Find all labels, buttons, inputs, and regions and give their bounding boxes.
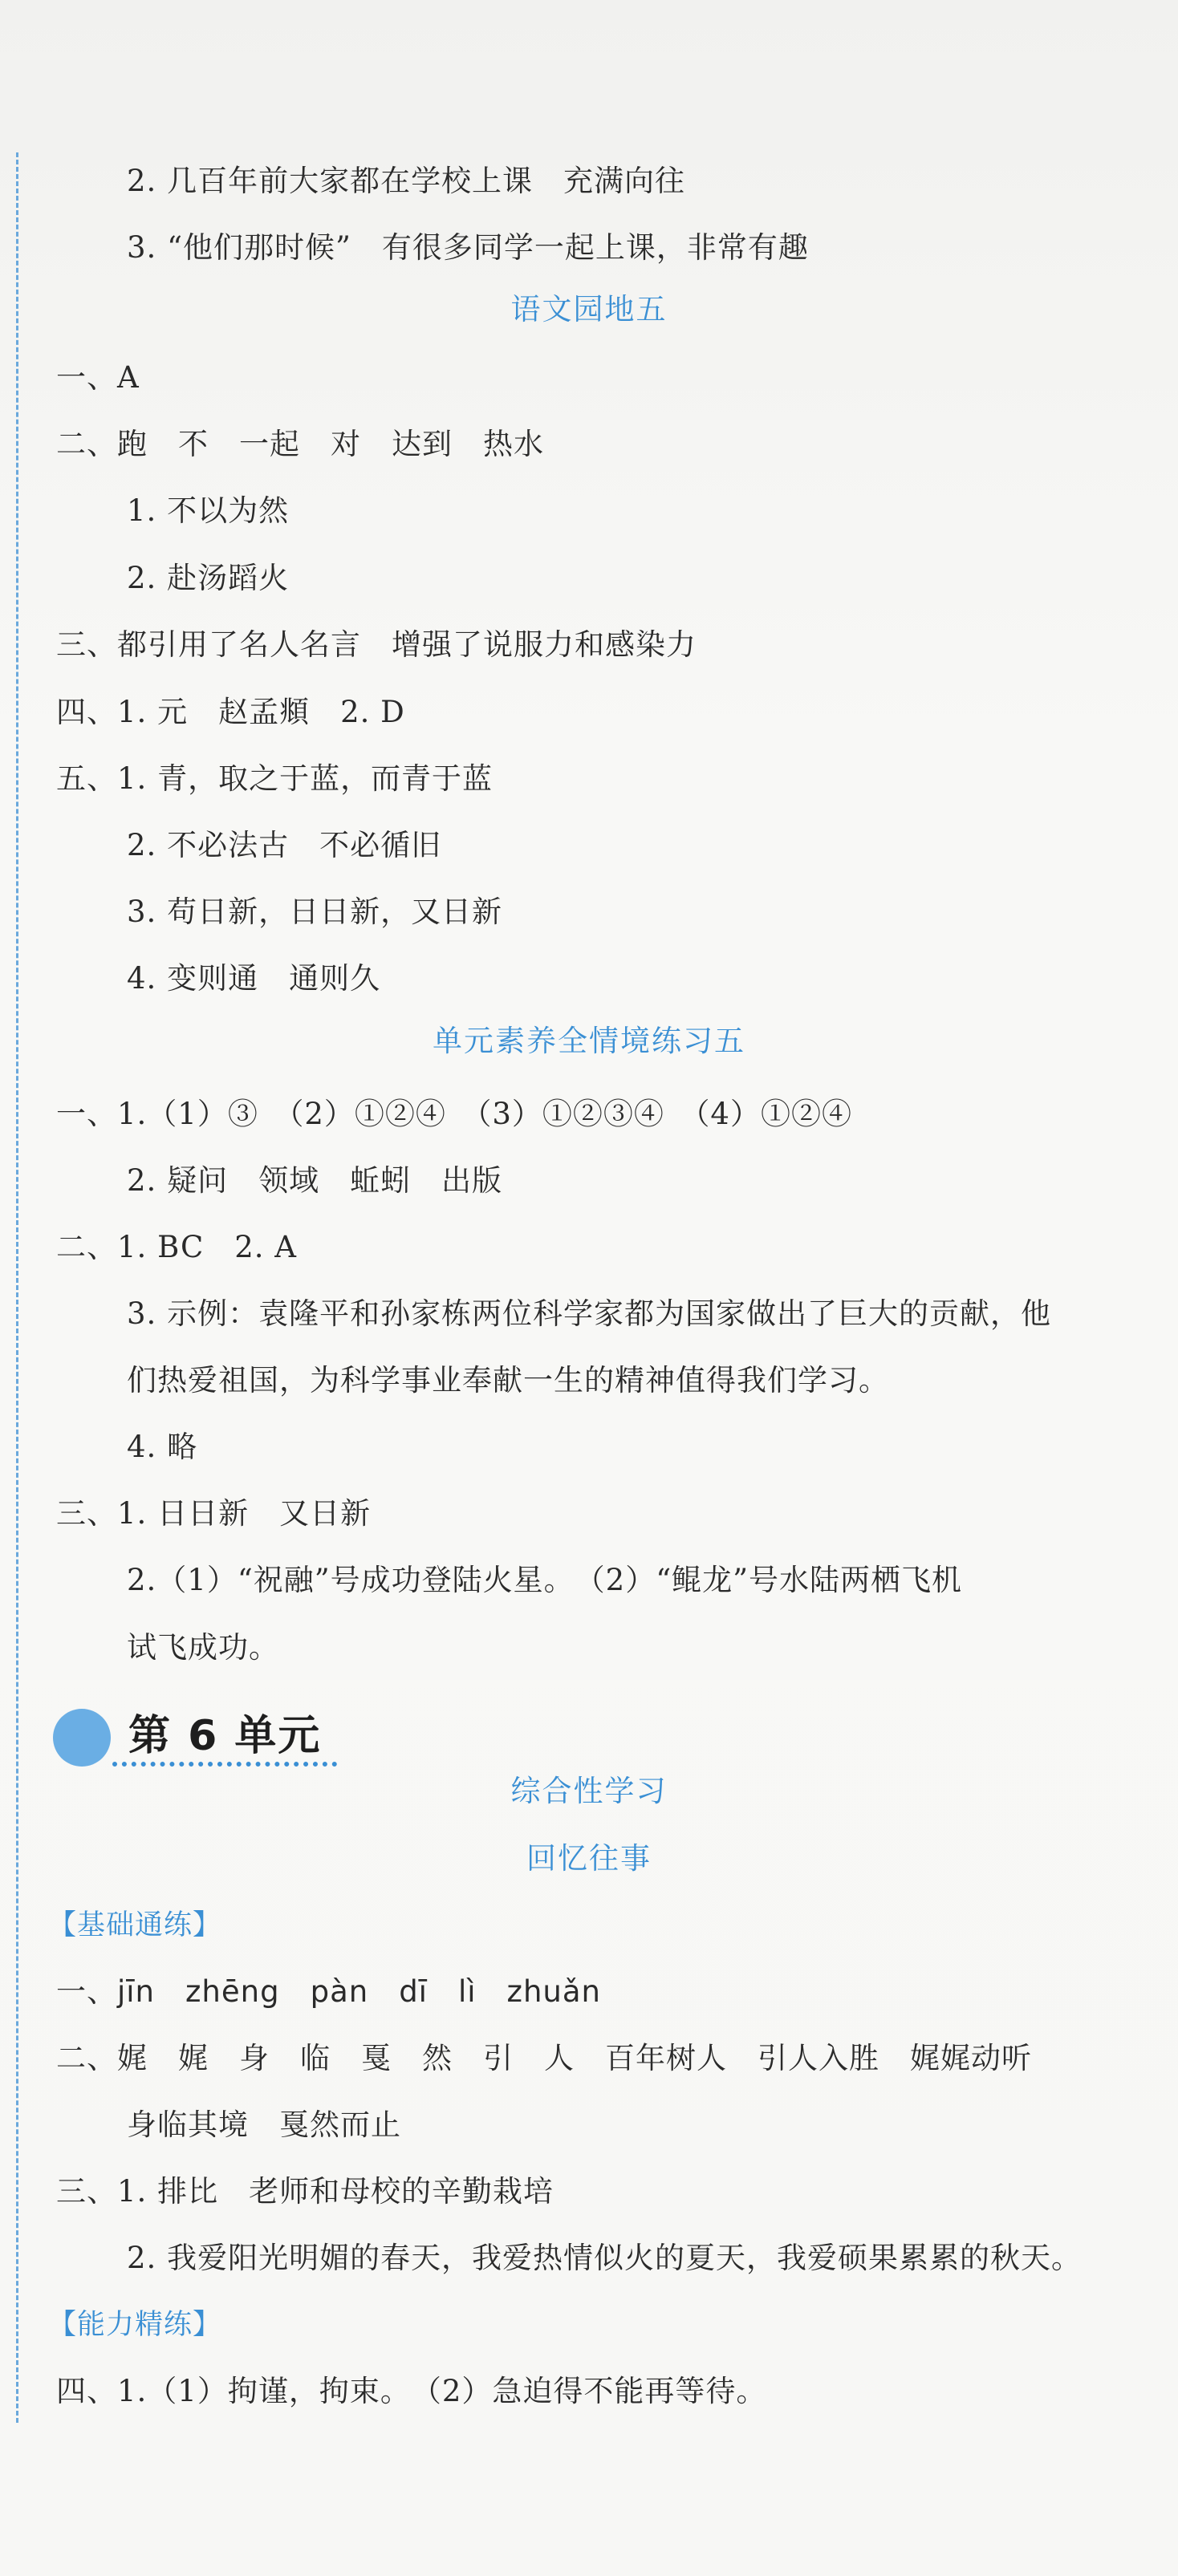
unit-dotted-underline (112, 1762, 337, 1767)
answer-line: 3. 苟日新，日日新，又日新 (127, 895, 503, 929)
section-heading: 语文园地五 (510, 292, 668, 327)
answer-line: 三、1. 日日新 又日新 (56, 1496, 372, 1531)
section-heading: 单元素养全情境练习五 (433, 1024, 745, 1058)
unit-badge-circle (53, 1709, 111, 1767)
subsection-tag: 【基础通练】 (48, 1909, 222, 1941)
answer-line: 2.（1）“祝融”号成功登陆火星。 （2）“鲲龙”号水陆两栖飞机 (127, 1563, 963, 1597)
answer-line: 一、jīn zhēng pàn dī lì zhuǎn (56, 1974, 601, 2009)
answer-line: 4. 变则通 通则久 (127, 961, 381, 996)
answer-line: 3. 示例：袁隆平和孙家栋两位科学家都为国家做出了巨大的贡献，他 (127, 1296, 1052, 1331)
answer-line: 三、都引用了名人名言 增强了说服力和感染力 (56, 627, 697, 662)
answer-line: 一、A (56, 360, 140, 395)
answer-line: 2. 不必法古 不必循旧 (127, 828, 442, 862)
answer-line: 一、1.（1）③ （2）①②④ （3）①②③④ （4）①②④ (56, 1097, 852, 1131)
answer-line: 3. “他们那时候” 有很多同学一起上课，非常有趣 (127, 230, 809, 265)
section-heading: 回忆往事 (526, 1841, 652, 1876)
answer-line: 2. 赴汤蹈火 (127, 561, 290, 595)
answer-line: 试飞成功。 (127, 1630, 279, 1665)
answer-line: 二、1. BC 2. A (56, 1230, 298, 1264)
section-heading: 综合性学习 (510, 1774, 668, 1808)
answer-line: 三、1. 排比 老师和母校的辛勤栽培 (56, 2174, 554, 2209)
answer-line: 4. 略 (127, 1430, 198, 1464)
answer-line: 1. 不以为然 (127, 493, 290, 528)
margin-dashed-line (16, 152, 18, 2423)
answer-line: 四、1.（1）拘谨，拘束。 （2）急迫得不能再等待。 (56, 2374, 767, 2408)
answer-line: 二、娓 娓 身 临 戛 然 引 人 百年树人 引人入胜 娓娓动听 (56, 2041, 1032, 2075)
answer-line: 们热爱祖国，为科学事业奉献一生的精神值得我们学习。 (127, 1363, 889, 1398)
answer-line: 五、1. 青，取之于蓝，而青于蓝 (56, 761, 494, 796)
subsection-tag: 【能力精练】 (48, 2309, 222, 2341)
answer-line: 二、跑 不 一起 对 达到 热水 (56, 427, 544, 461)
answer-line: 2. 几百年前大家都在学校上课 充满向往 (127, 164, 686, 198)
answer-line: 2. 我爱阳光明媚的春天，我爱热情似火的夏天，我爱硕果累累的秋天。 (127, 2241, 1083, 2275)
answer-line: 四、1. 元 赵孟頫 2. D (56, 695, 405, 729)
unit-title: 第 6 单元 (128, 1712, 322, 1760)
answer-line: 身临其境 戛然而止 (127, 2107, 401, 2142)
answer-line: 2. 疑问 领域 蚯蚓 出版 (127, 1163, 503, 1198)
